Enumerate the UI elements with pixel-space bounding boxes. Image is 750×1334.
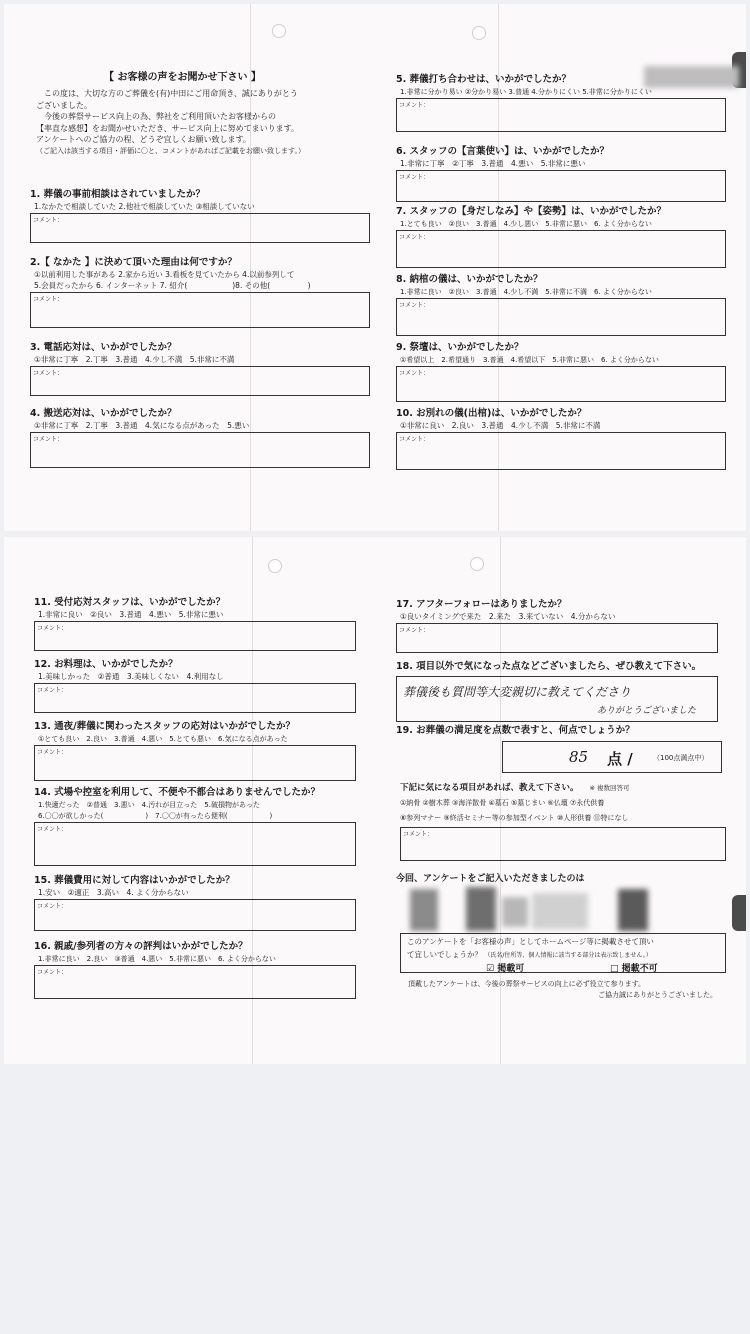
question-5: 5. 葬儀打ち合わせは、いかがでしたか？ 1.非常に分かり易い ②分かり易い 3.普通 4.分かりにくい 5.非常に分かりにくい コメント： — [396, 74, 726, 132]
comment-box[interactable]: コメント： — [30, 213, 370, 243]
survey-header: 【 お客様の声をお聞かせ下さい 】 — [104, 72, 261, 83]
comment-box[interactable]: コメント： — [396, 366, 726, 402]
question-3: 3. 電話応対は、いかがでしたか？ ①非常に丁寧 2.丁寧 3.普通 4.少し不満 5.非常に不満 コメント： — [30, 342, 370, 396]
question-8: 8. 納棺の儀は、いかがでしたか？ 1.非常に良い ②良い 3.普通 4.少し不満 5.非常に不満 6. よく分からない コメント： — [396, 274, 726, 336]
score-box[interactable] — [502, 741, 722, 773]
comment-box[interactable]: コメント： — [396, 230, 726, 268]
question-1: 1. 葬儀の事前相談はされていましたか？ 1.なかたで相談していた 2.他社で相談していた ③相談していない コメント： — [30, 189, 370, 243]
interest-heading: 下記に気になる項目があれば、教えて下さい。 — [400, 783, 579, 793]
redacted-area — [502, 897, 528, 927]
comment-box[interactable]: コメント： — [34, 965, 356, 999]
handwritten-comment: 葬儀後も質問等大変親切に教えてくださり — [403, 685, 632, 699]
comment-box[interactable]: コメント： — [30, 432, 370, 468]
question-19: 19. お葬儀の満足度を点数で表すと、何点でしょうか？ — [396, 725, 635, 736]
survey-page-2 — [4, 537, 746, 1064]
question-14: 14. 式場や控室を利用して、不便や不都合はありませんでしたか？ 1.快適だった ②普通 3.悪い 4.汚れが目立った 5.破損物があった 6.〇〇が欲しかった( ) 7.〇〇が有ったら便利( ) コメント： — [34, 787, 356, 866]
interest-section — [400, 781, 726, 861]
question-17: 17. アフターフォローはありましたか？ ①良いタイミングで来た 2.来た 3.来ていない 4.分からない コメント： — [396, 599, 718, 653]
question-6: 6. スタッフの【言葉使い】は、いかがでしたか？ 1.非常に丁寧 ②丁寧 3.普通 4.悪い 5.非常に悪い コメント： — [396, 146, 726, 202]
question-13: 13. 通夜/葬儀に関わったスタッフの応対はいかがでしたか？ ①とても良い 2.良い 3.普通 4.悪い 5.とても悪い 6.気になる点があった コメント： — [34, 721, 356, 781]
comment-box[interactable]: コメント： — [30, 366, 370, 396]
scroll-tab — [732, 895, 746, 931]
score-value: 85 — [569, 748, 589, 766]
score-unit: 点 / — [607, 750, 633, 768]
redacted-area — [532, 893, 588, 929]
comment-box[interactable]: コメント： — [396, 623, 718, 653]
score-note: （100点満点中） — [653, 754, 709, 762]
punch-hole — [472, 26, 486, 40]
comment-box[interactable]: コメント： — [396, 170, 726, 202]
question-2: 2.【 なかた 】に決めて頂いた理由は何ですか？ ①以前利用した事がある 2.家から近い 3.看板を見ていたから 4.以前参列して 5.会員だったから 6. インターネット 7. 紹介( )8. その他( ) コメント： — [30, 257, 370, 328]
comment-box[interactable]: コメント： — [396, 432, 726, 470]
question-15: 15. 葬儀費用に対して内容はいかがでしたか？ 1.安い ②適正 3.高い 4. よく分からない コメント： — [34, 875, 356, 931]
handwritten-comment-2: ありがとうございました — [597, 706, 697, 716]
punch-hole — [470, 557, 484, 571]
publish-ok-checkbox[interactable]: ☑ 掲載可 — [486, 964, 525, 974]
redacted-area — [466, 887, 496, 931]
comment-box[interactable]: コメント： — [34, 745, 356, 781]
punch-hole — [268, 559, 282, 573]
redacted-area — [410, 889, 438, 931]
redacted-area — [618, 889, 648, 931]
question-11: 11. 受付応対スタッフは、いかがでしたか？ 1.非常に良い ②良い 3.普通 4.悪い 5.非常に悪い コメント： — [34, 597, 356, 651]
comment-box[interactable]: コメント： — [396, 98, 726, 132]
thanks-line-1: 頂戴したアンケートは、今後の葬祭サービスの向上に必ず役立て参ります。 — [408, 980, 646, 988]
question-16: 16. 親戚/参列者の方々の評判はいかがでしたか？ 1.非常に良い 2.良い ③普通 4.悪い 5.非常に悪い 6. よく分からない コメント： — [34, 941, 356, 999]
question-9: 9. 祭壇は、いかがでしたか？ ①希望以上 2.希望通り 3.普通 4.希望以下 5.非常に悪い 6. よく分からない コメント： — [396, 342, 726, 402]
comment-box[interactable]: コメント： — [396, 298, 726, 336]
comment-box[interactable]: コメント： — [34, 621, 356, 651]
punch-hole — [272, 24, 286, 38]
comment-box[interactable]: コメント： — [34, 683, 356, 713]
question-4: 4. 搬送応対は、いかがでしたか？ ①非常に丁寧 2.丁寧 3.普通 4.気になる点があった 5.悪い コメント： — [30, 408, 370, 468]
question-10: 10. お別れの儀(出棺)は、いかがでしたか？ ①非常に良い 2.良い 3.普通 4.少し不満 5.非常に不満 コメント： — [396, 408, 726, 470]
respondent-label: 今回、アンケートをご記入いただきましたのは — [396, 874, 585, 884]
question-12: 12. お料理は、いかがでしたか？ 1.美味しかった ②普通 3.美味しくない 4.利用なし コメント： — [34, 659, 356, 713]
comment-box[interactable]: コメント： — [400, 827, 726, 861]
multi-answer-note: ※ 複数回答可 — [589, 784, 630, 792]
survey-intro: この度は、大切な方のご葬儀を(有)中田にご用命頂き、誠にありがとう ございました。 今後の葬祭サービス向上の為、弊社をご利用頂いたお客様からの 【率直な感想】をお聞かせいただき、サービス向上に努めてまいります。 アンケートへのご協力の程、どうぞ宜しくお願い致します。 （ご記入は該当する項目・評価に〇と、コメントがあればご記載をお願い致します。） — [36, 89, 305, 155]
question-7: 7. スタッフの【身だしなみ】や【姿勢】は、いかがでしたか？ 1.とても良い ②良い 3.普通 4.少し悪い 5.非常に悪い 6. よく分からない コメント： — [396, 206, 726, 268]
comment-box[interactable]: コメント： — [34, 899, 356, 931]
free-comment-box[interactable] — [396, 676, 718, 722]
publish-ng-checkbox[interactable]: □ 掲載不可 — [610, 964, 658, 974]
interest-options-2[interactable]: ⑧参列マナー ⑨終活セミナー等の参加型イベント ⑩人形供養 ⑪特になし — [400, 814, 629, 822]
comment-box[interactable]: コメント： — [30, 292, 370, 328]
interest-options-1[interactable]: ①納骨 ②樹木葬 ③海洋散骨 ④墓石 ⑤墓じまい ⑥仏壇 ⑦永代供養 — [400, 799, 605, 807]
thanks-line-2: ご協力誠にありがとうございました。 — [598, 991, 717, 999]
survey-page-1 — [4, 4, 746, 531]
publish-consent-box: このアンケートを「お客様の声」としてホームページ等に掲載させて頂い て宜しいでしょうか？ （氏名/住所等、個人情報に該当する部分は表示致しません。） — [400, 933, 726, 973]
comment-box[interactable]: コメント： — [34, 822, 356, 866]
question-18: 18. 項目以外で気になった点などございましたら、ぜひ教えて下さい。 葬儀後も質問等大変親切に教えてくださり ありがとうございました — [396, 661, 718, 722]
